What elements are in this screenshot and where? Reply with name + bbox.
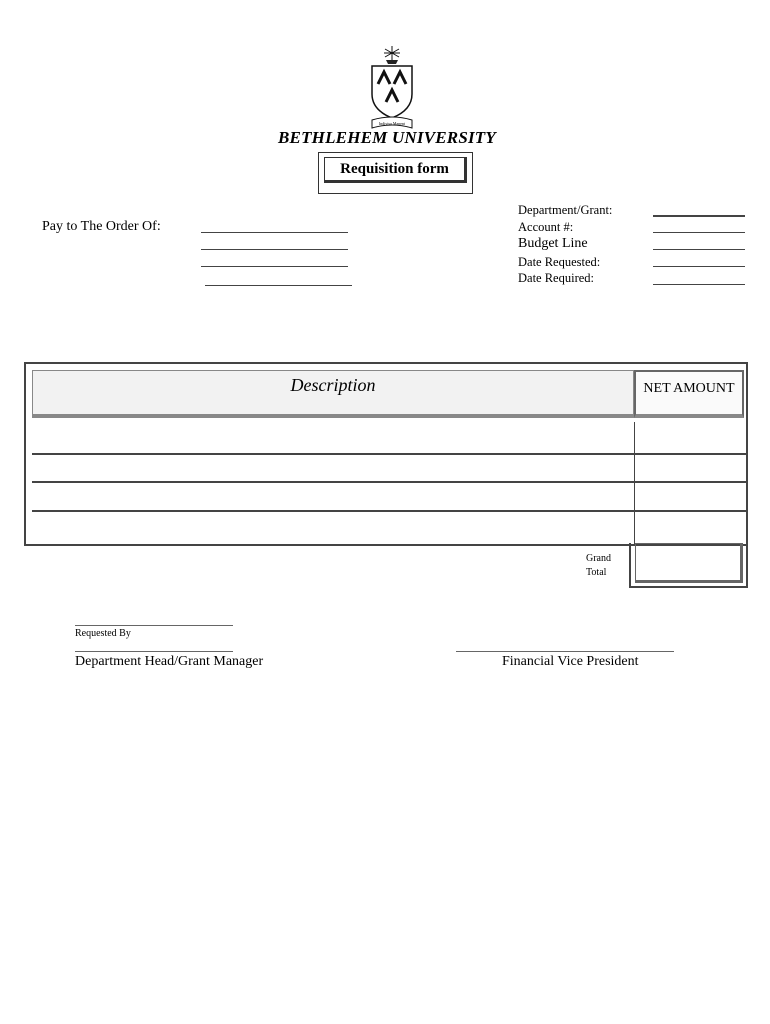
payee-line-3[interactable] (201, 266, 348, 267)
budget-line-label: Budget Line (518, 236, 588, 251)
university-name: BETHLEHEM UNIVERSITY (278, 128, 496, 147)
date-requested-field[interactable] (653, 266, 745, 267)
grand-total-label: Grand Total (586, 553, 611, 578)
requested-by-label: Requested By (75, 628, 131, 639)
financial-vp-line[interactable] (456, 651, 674, 652)
description-header: Description (32, 370, 634, 418)
payee-line-2[interactable] (201, 249, 348, 250)
row-divider (32, 453, 746, 455)
payee-line-1[interactable] (201, 232, 348, 233)
account-number-label: Account #: (518, 220, 574, 234)
form-title: Requisition form (324, 157, 467, 183)
requested-by-line[interactable] (75, 625, 233, 626)
date-required-label: Date Required: (518, 271, 595, 285)
payee-line-4[interactable] (205, 285, 352, 286)
column-divider (634, 422, 635, 544)
date-required-field[interactable] (653, 284, 745, 285)
department-grant-label: Department/Grant: (518, 203, 613, 217)
department-head-label: Department Head/Grant Manager (75, 654, 264, 669)
items-table (24, 362, 748, 546)
pay-to-label: Pay to The Order Of: (42, 219, 161, 234)
logo-motto: Indivisa Manent (378, 121, 406, 126)
department-grant-field[interactable] (653, 215, 745, 217)
grand-total-field[interactable] (629, 543, 748, 588)
account-number-field[interactable] (653, 232, 745, 233)
row-divider (32, 481, 746, 483)
net-amount-header: NET AMOUNT (634, 370, 744, 418)
university-crest-icon (366, 44, 418, 130)
row-divider (32, 510, 746, 512)
form-title-box (318, 152, 473, 194)
date-requested-label: Date Requested: (518, 255, 601, 269)
financial-vp-label: Financial Vice President (502, 654, 639, 669)
budget-line-field[interactable] (653, 249, 745, 250)
department-head-line[interactable] (75, 651, 233, 652)
